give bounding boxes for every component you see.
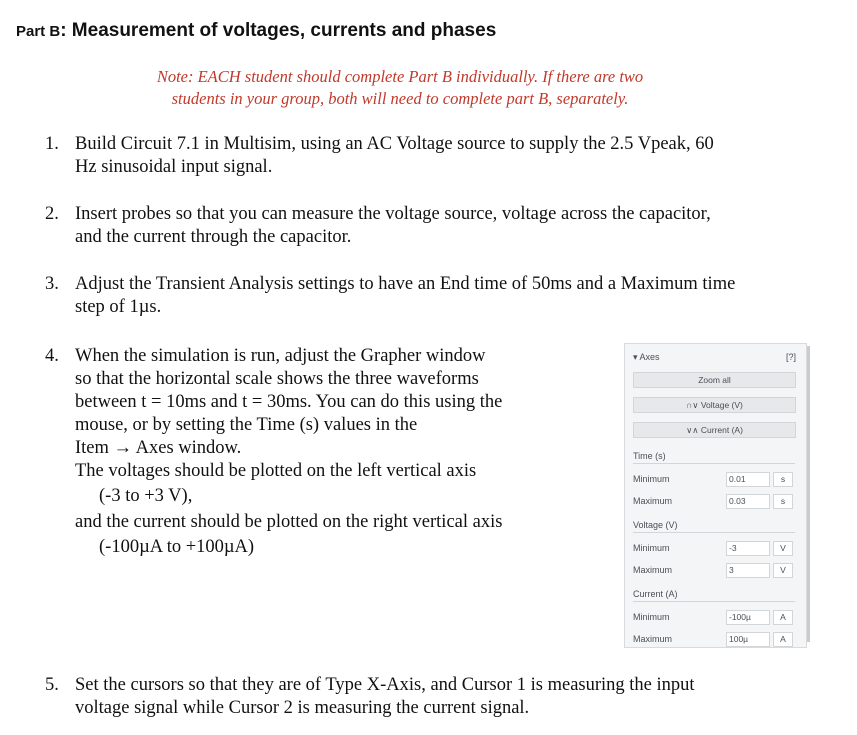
field-label: Minimum <box>633 474 670 484</box>
voltage-section-label: Voltage (V) <box>633 520 795 533</box>
unit-field[interactable]: V <box>773 541 793 556</box>
current-axis-button[interactable]: ∨∧ Current (A) <box>633 422 796 438</box>
help-button[interactable]: [?] <box>785 352 796 362</box>
item-line: and the current through the capacitor. <box>75 227 352 247</box>
item-line: step of 1µs. <box>75 297 162 317</box>
item-line: and the current should be plotted on the right vertical axis <box>75 512 503 532</box>
current-minimum-row <box>633 610 801 624</box>
item-line: Build Circuit 7.1 in Multisim, using an AC Voltage source to supply the 2.5 Vpeak, 60 <box>75 134 714 154</box>
item-line: Set the cursors so that they are of Type X-Axis, and Cursor 1 is measuring the input <box>75 675 695 695</box>
item-line: (-3 to +3 V), <box>99 486 193 506</box>
axes-header-label: Axes <box>639 352 660 362</box>
voltage-minimum-input[interactable]: -3 <box>726 541 770 556</box>
unit-field[interactable]: s <box>773 494 793 509</box>
instruction-note <box>120 66 680 110</box>
zoom-all-button[interactable]: Zoom all <box>633 372 796 388</box>
time-minimum-row <box>633 472 801 486</box>
voltage-maximum-row <box>633 563 801 577</box>
current-minimum-input[interactable]: -100µ <box>726 610 770 625</box>
time-minimum-input[interactable]: 0.01 <box>726 472 770 487</box>
item-line: Item → Axes window. <box>75 438 242 458</box>
item-number: 2. <box>45 204 59 224</box>
time-maximum-input[interactable]: 0.03 <box>726 494 770 509</box>
time-section-label: Time (s) <box>633 451 795 464</box>
note-line: students in your group, both will need to complete part B, separately. <box>171 89 629 108</box>
item-number: 5. <box>45 675 59 695</box>
axes-header[interactable] <box>633 352 660 363</box>
item-number: 4. <box>45 346 59 366</box>
field-label: Maximum <box>633 634 673 644</box>
item-line: The voltages should be plotted on the left vertical axis <box>75 461 477 481</box>
current-maximum-input[interactable]: 100µ <box>726 632 770 647</box>
heading-title: : Measurement of voltages, currents and phases <box>60 20 497 41</box>
time-maximum-row <box>633 494 801 508</box>
unit-field[interactable]: V <box>773 563 793 578</box>
voltage-maximum-input[interactable]: 3 <box>726 563 770 578</box>
item-number: 1. <box>45 134 59 154</box>
item-line: so that the horizontal scale shows the three waveforms <box>75 369 479 389</box>
item-line: voltage signal while Cursor 2 is measuring the current signal. <box>75 698 530 718</box>
voltage-axis-button[interactable]: ∩∨ Voltage (V) <box>633 397 796 413</box>
item-line: Hz sinusoidal input signal. <box>75 157 273 177</box>
voltage-minimum-row <box>633 541 801 555</box>
current-section-label: Current (A) <box>633 589 795 602</box>
field-label: Maximum <box>633 496 673 506</box>
heading-prefix: Part B <box>16 23 61 40</box>
unit-field[interactable]: A <box>773 610 793 625</box>
current-maximum-row <box>633 632 801 646</box>
item-line: Adjust the Transient Analysis settings to have an End time of 50ms and a Maximum time <box>75 274 736 294</box>
unit-field[interactable]: s <box>773 472 793 487</box>
collapse-triangle-icon[interactable]: ▾ <box>633 352 638 362</box>
item-line: (-100µA to +100µA) <box>99 537 255 557</box>
item-line: between t = 10ms and t = 30ms. You can do this using the <box>75 392 503 412</box>
section-heading <box>16 20 496 42</box>
item-line: When the simulation is run, adjust the Grapher window <box>75 346 486 366</box>
axes-panel <box>624 343 807 648</box>
field-label: Maximum <box>633 565 673 575</box>
field-label: Minimum <box>633 543 670 553</box>
unit-field[interactable]: A <box>773 632 793 647</box>
item-number: 3. <box>45 274 59 294</box>
field-label: Minimum <box>633 612 670 622</box>
item-line: Insert probes so that you can measure the voltage source, voltage across the capacitor, <box>75 204 711 224</box>
item-line: mouse, or by setting the Time (s) values in the <box>75 415 418 435</box>
panel-scrollbar[interactable] <box>807 346 810 642</box>
note-line: Note: EACH student should complete Part B individually. If there are two <box>156 67 644 86</box>
